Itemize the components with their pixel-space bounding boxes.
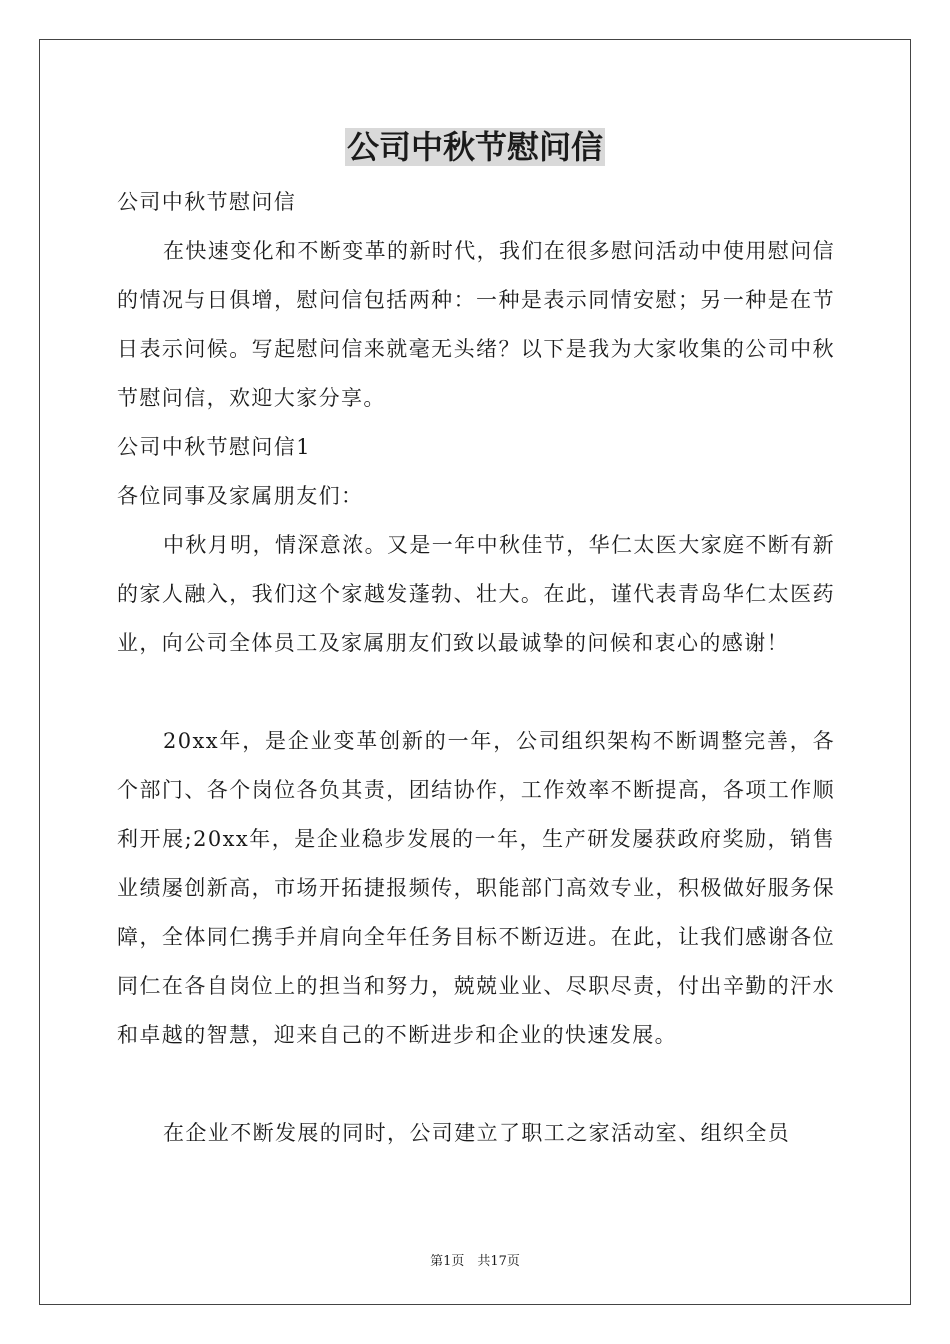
letter-heading: 公司中秋节慰问信1 xyxy=(117,435,311,459)
body-paragraph: 20xx年，是企业变革创新的一年，公司组织架构不断调整完善，各个部门、各个岗位各负其责，团结协作，工作效率不断提高，各项工作顺利开展;20xx年，是企业稳步发展的一年，生产研发屡获政府奖励，销售业绩屡创新高，市场开拓捷报频传，职能部门高效专业，积极做好服务保障，全体同仁携手并肩向全年任务目标不断迈进。在此，让我们感谢各位同仁在各自岗位上的担当和努力，兢兢业业、尽职尽责，付出辛勤的汗水和卓越的智慧，迎来自己的不断进步和企业的快速发展。 xyxy=(117,729,835,1047)
salutation: 各位同事及家属朋友们： xyxy=(117,484,364,508)
body-paragraph: 中秋月明，情深意浓。又是一年中秋佳节，华仁太医大家庭不断有新的家人融入，我们这个家越发蓬勃、壮大。在此，谨代表青岛华仁太医药业，向公司全体员工及家属朋友们致以最诚挚的问候和衷心的感谢！ xyxy=(117,533,835,655)
subtitle-paragraph: 公司中秋节慰问信 xyxy=(117,190,297,214)
intro-paragraph: 在快速变化和不断变革的新时代，我们在很多慰问活动中使用慰问信的情况与日俱增，慰问信包括两种：一种是表示同情安慰；另一种是在节日表示问候。写起慰问信来就毫无头绪？以下是我为大家收集的公司中秋节慰问信，欢迎大家分享。 xyxy=(117,239,835,410)
page-number: 第1页 共17页 xyxy=(430,1254,520,1269)
document-title: 公司中秋节慰问信 xyxy=(346,128,603,166)
body-paragraph: 在企业不断发展的同时，公司建立了职工之家活动室、组织全员 xyxy=(163,1121,791,1145)
